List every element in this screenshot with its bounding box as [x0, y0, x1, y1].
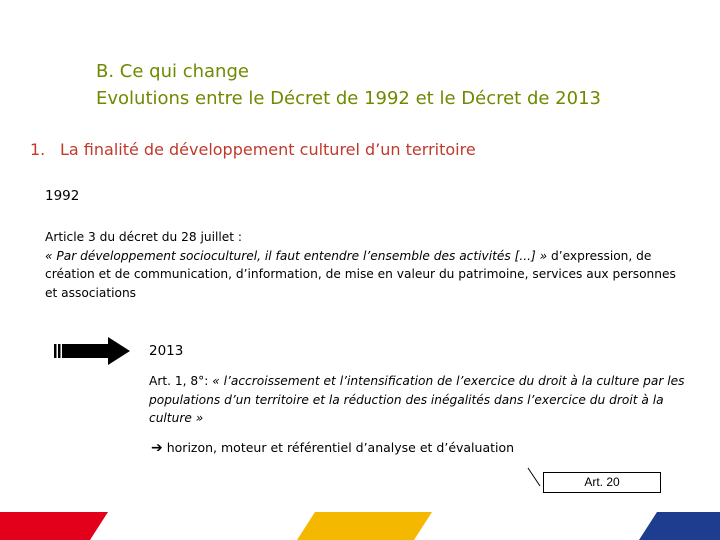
year-2013-label: 2013	[149, 343, 184, 359]
conclusion-text: horizon, moteur et référentiel d’analyse et d’évaluation	[166, 440, 515, 455]
section-heading-text: La finalité de développement culturel d’un territoire	[60, 140, 476, 159]
year-1992-label: 1992	[45, 188, 80, 204]
paragraph-1992-intro: Article 3 du décret du 28 juillet :	[45, 230, 243, 244]
arrow-right-icon: ➔	[151, 440, 163, 456]
paragraph-2013-intro: Art. 1, 8°:	[149, 374, 213, 388]
footer-color-bar	[0, 512, 720, 540]
title-line-1: B. Ce qui change	[96, 61, 249, 82]
paragraph-1992-quote: « Par développement socioculturel, il faut entendre l’ensemble des activités [...] »	[45, 248, 548, 263]
footer-stripe-yellow	[297, 512, 432, 540]
paragraph-1992-rest: d’expression, de création et de communication, d’information, de mise en valeur du patrimoine, services aux personnes et associations	[45, 248, 676, 300]
section-number: 1.	[30, 140, 46, 159]
title-line-2: Evolutions entre le Décret de 1992 et le Décret de 2013	[96, 88, 601, 109]
paragraph-2013-quote: « l’accroissement et l’intensification de l’exercice du droit à la culture par les populations d’un territoire et la réduction des inégalités dans l’exercice du droit à la culture »	[149, 374, 685, 425]
footer-stripe-blue	[639, 512, 720, 540]
footer-stripe-red	[0, 512, 108, 540]
article-callout-box: Art. 20	[543, 472, 661, 493]
